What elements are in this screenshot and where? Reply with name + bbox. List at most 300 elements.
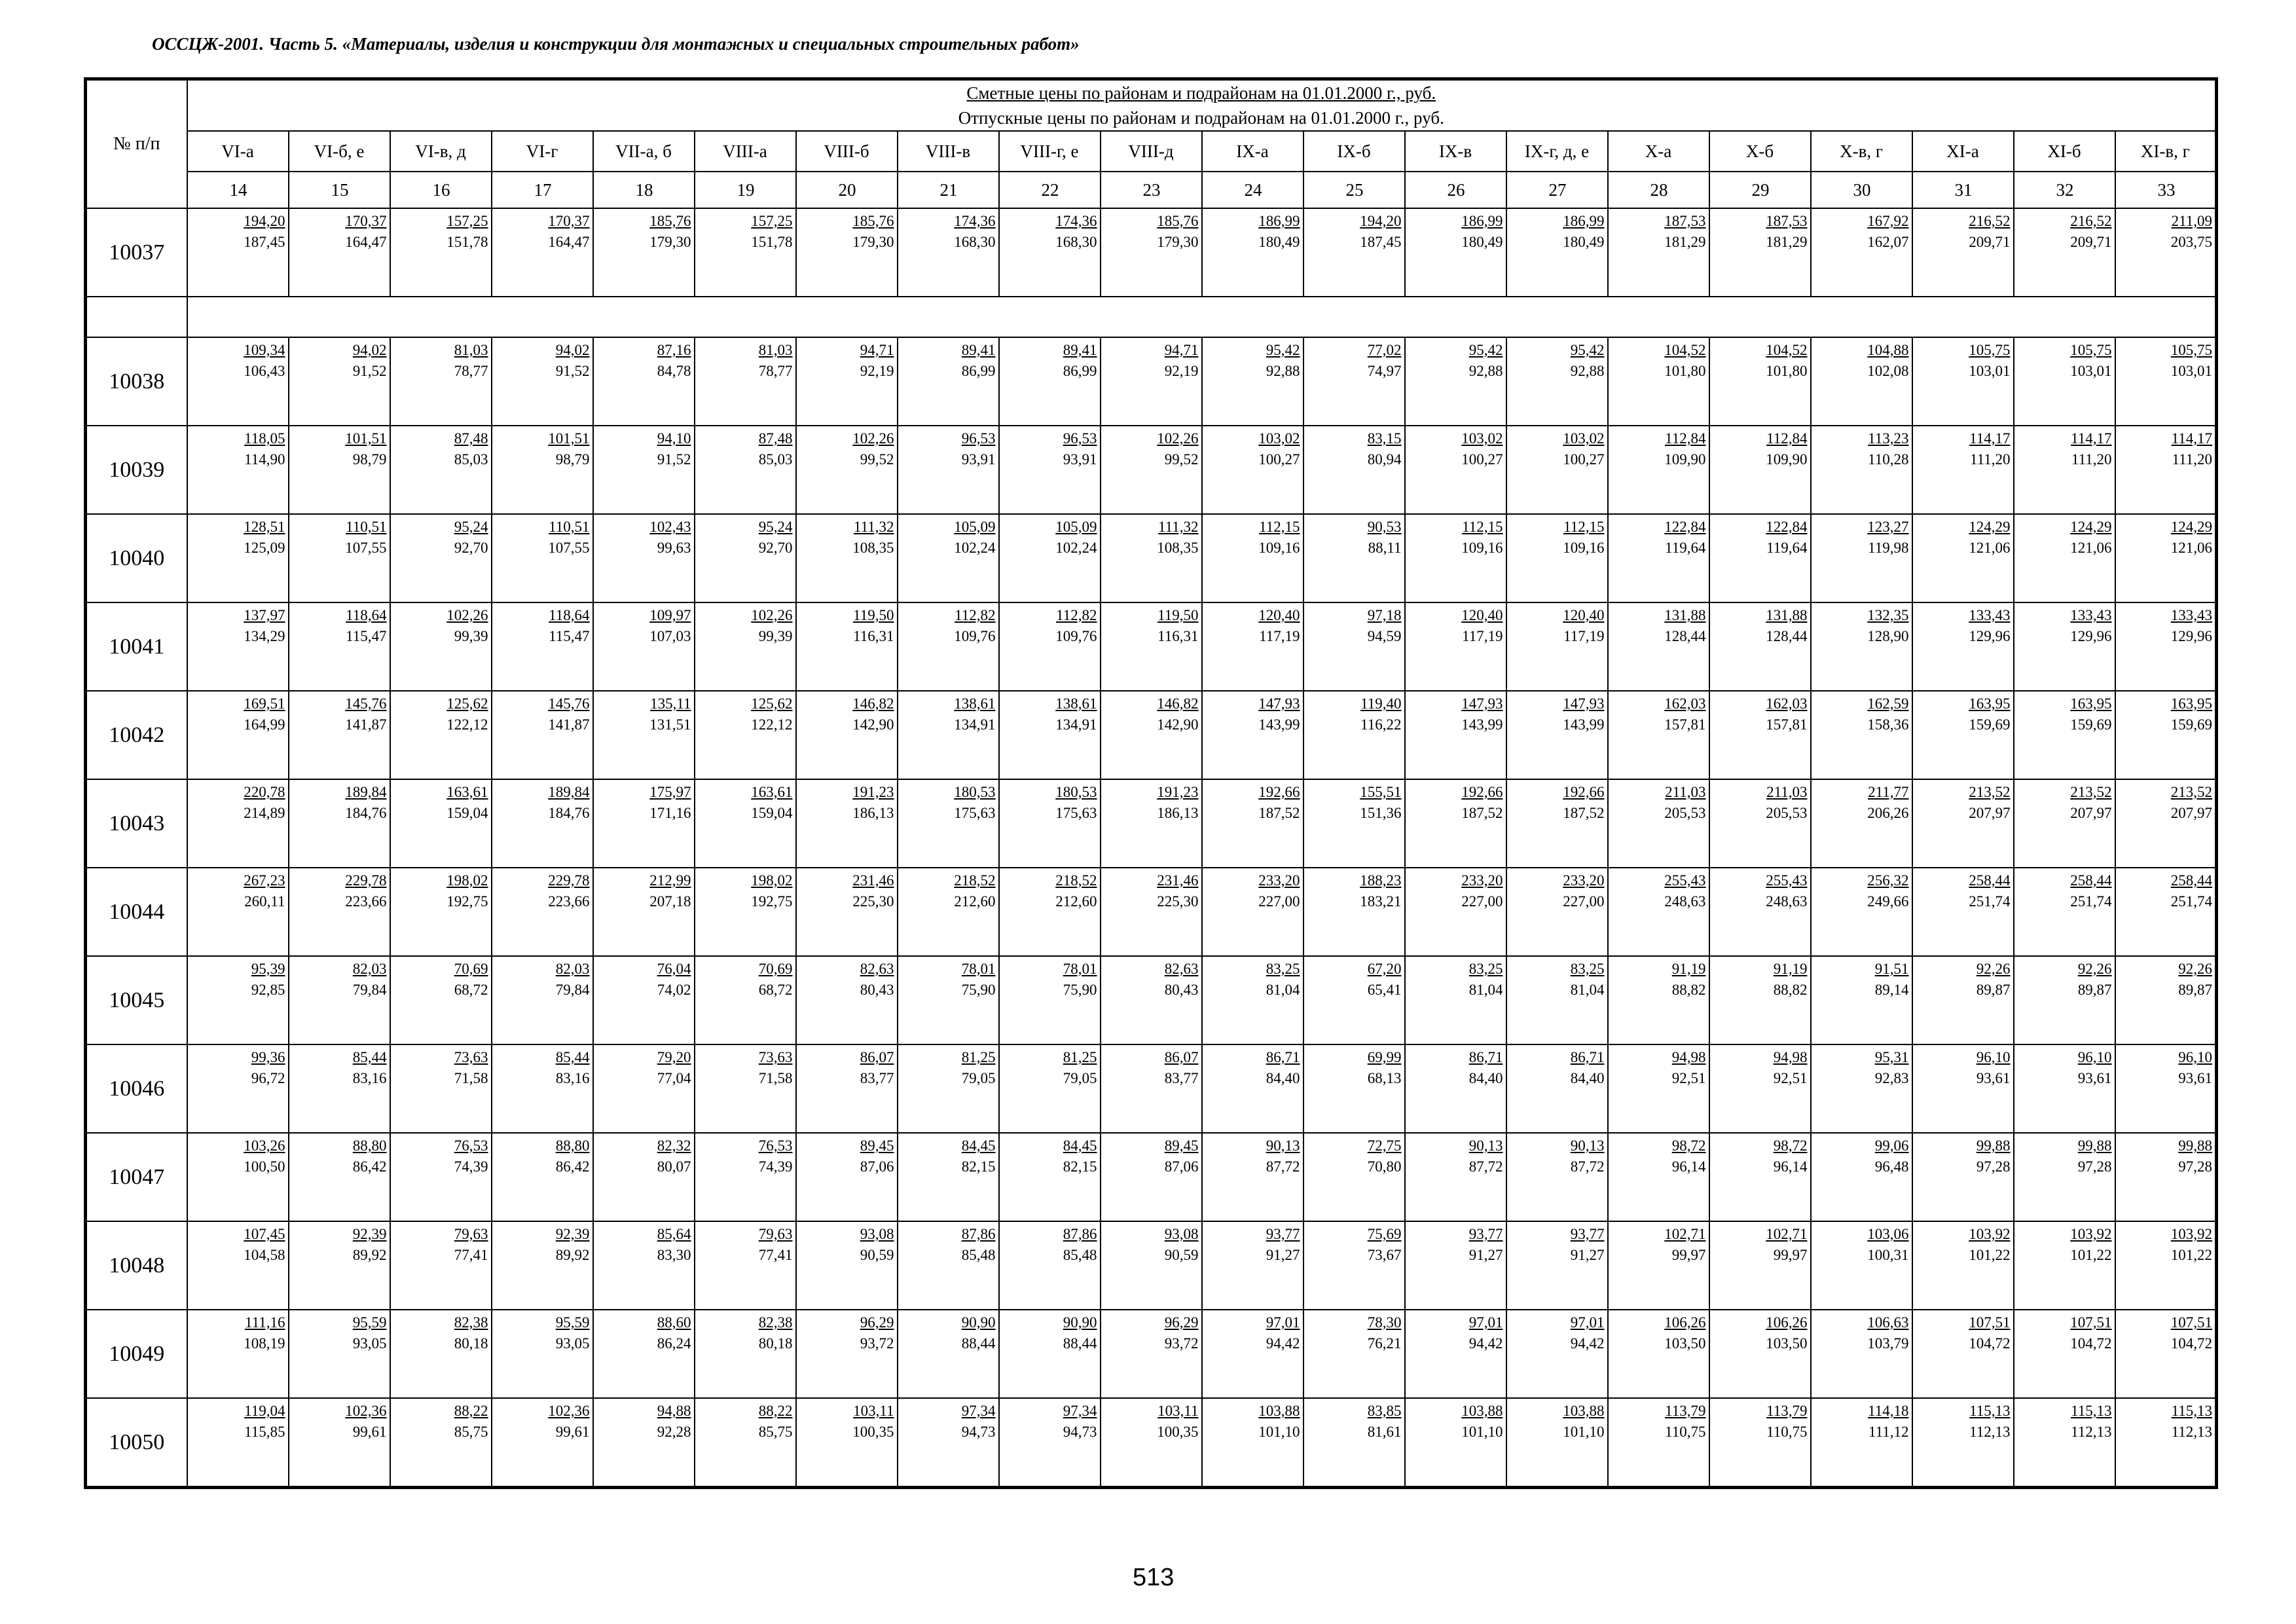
price-cell: [1608, 1133, 1709, 1221]
column-number: 28: [1608, 172, 1709, 208]
release-price: 134,29: [244, 628, 285, 644]
estimated-price: 96,10: [2178, 1049, 2213, 1065]
estimated-price: 119,04: [244, 1403, 285, 1419]
price-cell: [187, 1044, 289, 1133]
release-price: 93,61: [2077, 1070, 2112, 1086]
price-cell: [492, 779, 593, 868]
price-cell: [390, 1133, 492, 1221]
estimated-price: 220,78: [244, 784, 285, 800]
release-price: 111,20: [2071, 451, 2112, 468]
price-cell: [1101, 208, 1202, 297]
price-cell: [1506, 208, 1608, 297]
release-price: 151,78: [751, 234, 793, 250]
release-price: 70,80: [1367, 1158, 1402, 1175]
row-code: 10048: [86, 1221, 187, 1310]
estimated-price: 88,80: [352, 1137, 387, 1154]
estimated-price: 111,32: [853, 519, 894, 535]
release-price: 93,91: [961, 451, 996, 468]
price-cell: [187, 208, 289, 297]
release-price: 117,19: [1563, 628, 1605, 644]
estimated-price: 180,53: [954, 784, 996, 800]
price-cell: [796, 868, 898, 956]
estimated-price: 83,85: [1367, 1403, 1402, 1419]
estimated-price: 115,13: [2071, 1403, 2112, 1419]
price-cell: [1506, 691, 1608, 779]
region-header: VI-в, д: [390, 131, 492, 172]
region-header: VIII-б: [796, 131, 898, 172]
estimated-price: 93,77: [1570, 1226, 1605, 1242]
release-price: 109,16: [1258, 540, 1300, 556]
row-code: 10040: [86, 514, 187, 602]
release-price: 100,27: [1563, 451, 1605, 468]
price-cell: [695, 1044, 796, 1133]
release-price: 81,04: [1570, 982, 1605, 998]
estimated-price: 92,39: [555, 1226, 590, 1242]
release-price: 107,55: [548, 540, 590, 556]
release-price: 88,44: [1063, 1335, 1097, 1352]
price-cell: [1405, 1221, 1506, 1310]
release-price: 84,40: [1266, 1070, 1300, 1086]
estimated-price: 69,99: [1367, 1049, 1402, 1065]
release-price: 117,19: [1462, 628, 1503, 644]
release-price: 80,94: [1367, 451, 1402, 468]
estimated-price: 192,66: [1461, 784, 1503, 800]
estimated-price: 105,09: [954, 519, 996, 535]
estimated-price: 162,03: [1766, 695, 1808, 712]
estimated-price: 213,52: [1969, 784, 2011, 800]
release-price: 112,13: [1969, 1424, 2011, 1440]
estimated-price: 218,52: [954, 872, 996, 889]
release-price: 111,12: [1868, 1424, 1909, 1440]
price-cell: [2115, 514, 2217, 602]
release-price: 97,28: [2178, 1158, 2213, 1175]
release-price: 187,52: [1461, 805, 1503, 821]
estimated-price: 85,44: [555, 1049, 590, 1065]
estimated-price: 120,40: [1563, 607, 1605, 623]
release-price: 100,27: [1461, 451, 1503, 468]
estimated-price: 112,15: [1259, 519, 1300, 535]
price-cell: [1709, 1221, 1811, 1310]
release-price: 93,72: [1164, 1335, 1199, 1352]
release-price: 91,27: [1570, 1247, 1605, 1263]
price-cell: [796, 1398, 898, 1488]
price-cell: [1912, 514, 2014, 602]
price-cell: [898, 691, 999, 779]
estimated-price: 84,45: [961, 1137, 996, 1154]
release-price: 107,03: [649, 628, 691, 644]
price-cell: [1912, 1221, 2014, 1310]
price-cell: [289, 691, 390, 779]
column-number: 15: [289, 172, 390, 208]
estimated-price: 97,01: [1266, 1314, 1300, 1331]
release-price: 91,27: [1468, 1247, 1503, 1263]
estimated-price: 107,51: [2070, 1314, 2112, 1331]
price-cell: [593, 514, 695, 602]
price-cell: [593, 602, 695, 691]
release-price: 159,69: [2170, 716, 2213, 733]
release-price: 90,59: [1164, 1247, 1199, 1263]
release-price: 104,72: [2170, 1335, 2213, 1352]
release-price: 251,74: [2170, 893, 2213, 910]
price-cell: [2115, 1310, 2217, 1398]
estimated-price: 99,88: [1976, 1137, 2011, 1154]
release-price: 94,42: [1266, 1335, 1300, 1352]
estimated-price: 113,23: [1868, 430, 1909, 447]
estimated-price: 86,71: [1468, 1049, 1503, 1065]
estimated-price: 70,69: [758, 961, 793, 977]
estimated-price: 87,16: [657, 342, 691, 358]
release-price: 100,35: [852, 1424, 894, 1440]
estimated-price: 103,26: [244, 1137, 285, 1154]
release-price: 101,80: [1766, 363, 1808, 379]
release-price: 164,47: [345, 234, 387, 250]
price-cell: [695, 514, 796, 602]
price-cell: [1202, 779, 1303, 868]
price-cell: [1709, 1398, 1811, 1488]
release-price: 85,48: [961, 1247, 996, 1263]
release-price: 179,30: [1157, 234, 1199, 250]
estimated-price: 163,95: [2070, 695, 2112, 712]
price-cell: [1709, 514, 1811, 602]
price-table: [84, 77, 2218, 1489]
release-price: 209,71: [2070, 234, 2112, 250]
release-price: 96,72: [251, 1070, 285, 1086]
price-title-header: [187, 79, 2217, 132]
price-cell: [1709, 208, 1811, 297]
release-price: 94,73: [961, 1424, 996, 1440]
price-cell: [796, 779, 898, 868]
estimated-price: 96,29: [1164, 1314, 1199, 1331]
region-header: XI-б: [2014, 131, 2115, 172]
price-cell: [492, 602, 593, 691]
release-price: 121,06: [1969, 540, 2011, 556]
estimated-price: 191,23: [852, 784, 894, 800]
estimated-price: 107,45: [244, 1226, 285, 1242]
row-number-header: № п/п: [86, 79, 187, 209]
estimated-price: 162,03: [1664, 695, 1706, 712]
release-price: 114,90: [244, 451, 285, 468]
release-price: 162,07: [1867, 234, 1909, 250]
estimated-price: 119,40: [1360, 695, 1402, 712]
estimated-price: 213,52: [2070, 784, 2112, 800]
price-cell: [1303, 208, 1405, 297]
release-price: 251,74: [2070, 893, 2112, 910]
price-cell: [187, 1310, 289, 1398]
price-cell: [1912, 868, 2014, 956]
estimated-price: 192,66: [1563, 784, 1605, 800]
estimated-price: 103,88: [1258, 1403, 1300, 1419]
row-code: 10050: [86, 1398, 187, 1488]
region-header: XI-а: [1912, 131, 2014, 172]
estimated-price: 103,02: [1563, 430, 1605, 447]
price-cell: [492, 1044, 593, 1133]
column-number: 24: [1202, 172, 1303, 208]
price-cell: [1912, 691, 2014, 779]
estimated-price: 145,76: [345, 695, 387, 712]
price-cell: [999, 691, 1101, 779]
estimated-price: 111,32: [1157, 519, 1199, 535]
estimated-price: 93,08: [1164, 1226, 1199, 1242]
release-price: 168,30: [1055, 234, 1097, 250]
release-price: 100,50: [244, 1158, 285, 1175]
release-price: 79,05: [1063, 1070, 1097, 1086]
release-price: 101,22: [2170, 1247, 2213, 1263]
estimated-price: 124,29: [1969, 519, 2011, 535]
release-price: 80,07: [657, 1158, 691, 1175]
release-price: 227,00: [1563, 893, 1605, 910]
release-price: 159,04: [751, 805, 793, 821]
column-number: 30: [1811, 172, 1912, 208]
table-body: [86, 208, 2217, 1488]
price-cell: [1303, 779, 1405, 868]
estimated-price: 146,82: [852, 695, 894, 712]
estimated-price: 105,09: [1055, 519, 1097, 535]
price-cell: [1101, 1221, 1202, 1310]
estimated-price: 103,92: [1969, 1226, 2011, 1242]
region-header: X-а: [1608, 131, 1709, 172]
release-price-title: Отпускные цены по районам и подрайонам на 01.01.2000 г., руб.: [958, 108, 1444, 128]
release-price: 109,76: [954, 628, 996, 644]
price-cell: [999, 602, 1101, 691]
release-price: 79,05: [961, 1070, 996, 1086]
estimated-price: 175,97: [649, 784, 691, 800]
estimated-price: 103,88: [1563, 1403, 1605, 1419]
release-price: 80,18: [454, 1335, 488, 1352]
price-cell: [999, 1221, 1101, 1310]
table-row: [86, 1221, 2217, 1310]
price-cell: [289, 1133, 390, 1221]
estimated-price: 128,51: [244, 519, 285, 535]
estimated-price: 76,04: [657, 961, 691, 977]
release-price: 83,77: [1164, 1070, 1199, 1086]
release-price: 128,44: [1664, 628, 1706, 644]
price-cell: [1709, 426, 1811, 514]
release-price: 92,83: [1874, 1070, 1909, 1086]
column-number: 31: [1912, 172, 2014, 208]
estimated-price: 229,78: [345, 872, 387, 889]
estimated-price: 212,99: [649, 872, 691, 889]
release-price: 82,15: [961, 1158, 996, 1175]
release-price: 96,14: [1671, 1158, 1706, 1175]
price-cell: [1303, 602, 1405, 691]
price-cell: [593, 956, 695, 1044]
release-price: 227,00: [1461, 893, 1503, 910]
estimated-price: 82,63: [1164, 961, 1199, 977]
estimated-price: 174,36: [954, 213, 996, 229]
table-row: [86, 1133, 2217, 1221]
price-cell: [1202, 514, 1303, 602]
price-cell: [1709, 1133, 1811, 1221]
price-cell: [1303, 1398, 1405, 1488]
estimated-price: 90,90: [961, 1314, 996, 1331]
estimated-price: 229,78: [548, 872, 590, 889]
release-price: 209,71: [1969, 234, 2011, 250]
estimated-price: 87,48: [454, 430, 488, 447]
release-price: 96,14: [1773, 1158, 1808, 1175]
price-cell: [492, 1221, 593, 1310]
release-price: 83,30: [657, 1247, 691, 1263]
price-cell: [2014, 1044, 2115, 1133]
estimated-price: 104,52: [1766, 342, 1808, 358]
price-cell: [1101, 1310, 1202, 1398]
price-cell: [898, 602, 999, 691]
price-cell: [1811, 514, 1912, 602]
estimated-price: 96,10: [2077, 1049, 2112, 1065]
price-cell: [187, 602, 289, 691]
release-price: 89,92: [555, 1247, 590, 1263]
estimated-price: 102,26: [446, 607, 488, 623]
price-cell: [796, 426, 898, 514]
price-cell: [1101, 956, 1202, 1044]
release-price: 164,47: [548, 234, 590, 250]
estimated-price: 78,30: [1367, 1314, 1402, 1331]
release-price: 192,75: [446, 893, 488, 910]
estimated-price: 138,61: [954, 695, 996, 712]
release-price: 94,42: [1468, 1335, 1503, 1352]
table-row: [86, 514, 2217, 602]
price-cell: [999, 1133, 1101, 1221]
release-price: 109,90: [1766, 451, 1808, 468]
release-price: 89,87: [2178, 982, 2213, 998]
price-cell: [1608, 1310, 1709, 1398]
estimated-price: 192,66: [1258, 784, 1300, 800]
release-price: 80,43: [1164, 982, 1199, 998]
price-cell: [593, 1133, 695, 1221]
price-cell: [2115, 602, 2217, 691]
price-cell: [796, 956, 898, 1044]
estimated-price: 96,53: [961, 430, 996, 447]
price-cell: [1608, 779, 1709, 868]
price-cell: [796, 337, 898, 426]
release-price: 79,84: [555, 982, 590, 998]
price-cell: [1811, 337, 1912, 426]
price-cell: [1709, 1310, 1811, 1398]
estimated-price: 70,69: [454, 961, 488, 977]
release-price: 100,35: [1157, 1424, 1199, 1440]
price-cell: [1101, 1133, 1202, 1221]
estimated-price: 162,59: [1867, 695, 1909, 712]
price-cell: [2014, 1221, 2115, 1310]
column-number: 32: [2014, 172, 2115, 208]
price-cell: [2115, 691, 2217, 779]
empty-cell: [187, 297, 2217, 337]
price-cell: [593, 868, 695, 956]
price-cell: [796, 691, 898, 779]
release-price: 206,26: [1867, 805, 1909, 821]
estimated-price: 81,25: [961, 1049, 996, 1065]
table-row: [86, 1044, 2217, 1133]
row-code: 10049: [86, 1310, 187, 1398]
price-cell: [187, 426, 289, 514]
release-price: 93,05: [555, 1335, 590, 1352]
release-price: 92,19: [1164, 363, 1199, 379]
estimated-price: 97,01: [1468, 1314, 1503, 1331]
column-number: 17: [492, 172, 593, 208]
release-price: 77,41: [454, 1247, 488, 1263]
estimated-price: 93,77: [1468, 1226, 1503, 1242]
estimated-price: 73,63: [454, 1049, 488, 1065]
estimated-price: 101,51: [548, 430, 590, 447]
estimated-price: 97,18: [1367, 607, 1402, 623]
price-cell: [1709, 779, 1811, 868]
release-price: 223,66: [345, 893, 387, 910]
release-price: 92,88: [1570, 363, 1605, 379]
estimated-price: 147,93: [1258, 695, 1300, 712]
price-cell: [1405, 868, 1506, 956]
table-row: [86, 602, 2217, 691]
price-cell: [289, 956, 390, 1044]
release-price: 85,48: [1063, 1247, 1097, 1263]
price-cell: [695, 208, 796, 297]
table-row: [86, 208, 2217, 297]
release-price: 151,36: [1360, 805, 1402, 821]
price-cell: [187, 514, 289, 602]
estimated-price: 255,43: [1766, 872, 1808, 889]
release-price: 87,06: [860, 1158, 894, 1175]
region-header-row: [86, 131, 2217, 172]
empty-row: [86, 297, 2217, 337]
release-price: 108,19: [244, 1335, 285, 1352]
estimated-price: 93,77: [1266, 1226, 1300, 1242]
release-price: 75,90: [1063, 982, 1097, 998]
release-price: 142,90: [1157, 716, 1199, 733]
row-code: 10043: [86, 779, 187, 868]
estimated-price: 157,25: [751, 213, 793, 229]
release-price: 74,02: [657, 982, 691, 998]
estimated-price: 103,02: [1258, 430, 1300, 447]
estimated-price: 218,52: [1055, 872, 1097, 889]
estimated-price: 92,26: [2178, 961, 2213, 977]
release-price: 164,99: [244, 716, 285, 733]
price-cell: [1202, 337, 1303, 426]
release-price: 102,24: [1055, 540, 1097, 556]
price-cell: [2115, 208, 2217, 297]
price-cell: [1608, 514, 1709, 602]
column-number: 21: [898, 172, 999, 208]
estimated-price: 188,23: [1360, 872, 1402, 889]
estimated-price: 90,13: [1468, 1137, 1503, 1154]
estimated-price: 91,51: [1874, 961, 1909, 977]
release-price: 207,18: [649, 893, 691, 910]
estimated-price: 211,03: [1665, 784, 1706, 800]
price-cell: [898, 779, 999, 868]
release-price: 129,96: [2070, 628, 2112, 644]
row-code: 10041: [86, 602, 187, 691]
price-cell: [796, 1221, 898, 1310]
release-price: 109,16: [1563, 540, 1605, 556]
release-price: 129,96: [1969, 628, 2011, 644]
estimated-price: 231,46: [1157, 872, 1199, 889]
release-price: 110,28: [1868, 451, 1909, 468]
price-cell: [289, 208, 390, 297]
column-number: 20: [796, 172, 898, 208]
price-cell: [1709, 1044, 1811, 1133]
release-price: 134,91: [954, 716, 996, 733]
price-cell: [1405, 1310, 1506, 1398]
release-price: 78,77: [758, 363, 793, 379]
estimated-price: 95,59: [555, 1314, 590, 1331]
release-price: 186,13: [1157, 805, 1199, 821]
price-cell: [1912, 1398, 2014, 1488]
price-cell: [999, 337, 1101, 426]
estimated-price: 95,39: [251, 961, 285, 977]
estimated-price: 170,37: [548, 213, 590, 229]
release-price: 212,60: [1055, 893, 1097, 910]
estimated-price: 67,20: [1367, 961, 1402, 977]
region-header: IX-г, д, е: [1506, 131, 1608, 172]
estimated-price: 186,99: [1258, 213, 1300, 229]
price-cell: [1202, 1221, 1303, 1310]
